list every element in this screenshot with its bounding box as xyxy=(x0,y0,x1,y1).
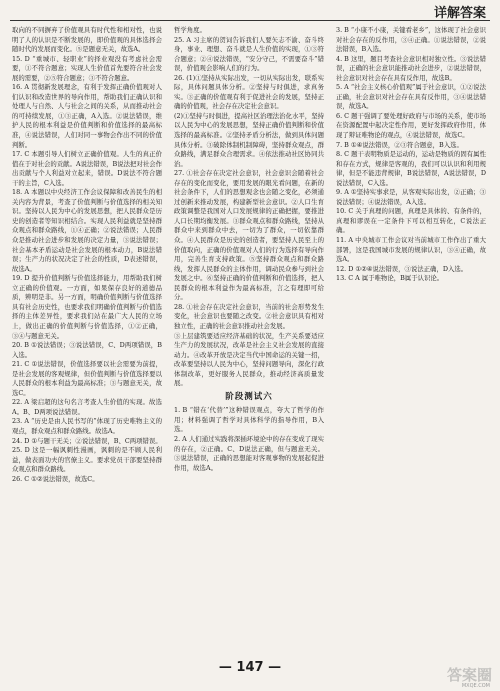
column-right xyxy=(336,26,486,658)
answer-paragraph: 25. A 习主席的贺词告诉我们人要矢志不渝、奋斗终身，事业、理想、奋斗就是人生价值的实现，①③符合题意；②④说法错误，“安分守己，不需要奋斗”错误，价值观会影响人们的行为。 xyxy=(174,35,324,73)
watermark-logo: 答案圈 xyxy=(446,666,492,684)
header-title: 详解答案 xyxy=(433,6,486,21)
answer-paragraph: (2)①坚持与时俱进，提高社区治理法治化水平，坚持以人民为中心的发展思想，坚持正确价值判断和价值选择的最高标准。②坚持矛盾分析法，做到具体问题具体分析。③破除体制机制障碍，坚持群众观点，群众路线，满足群众合理需求。④依法推动社区协同共治。 xyxy=(174,111,324,168)
answer-columns xyxy=(12,26,488,658)
answer-paragraph: 12. D ①②④说法错误，③说法正确，D入选。 xyxy=(336,264,468,273)
answer-paragraph: 26. C ①②说法错误，故选C。 xyxy=(12,474,99,483)
answer-paragraph: 1. B “错在‘代替’”这种错误观点，夸大了哲学的作用；材料强调了哲学对具体科学的指导作用，B入选。 xyxy=(174,406,324,434)
answer-paragraph: 27. ①社会存在决定社会意识，社会意识会随着社会存在的变化而变化，要用发展的眼光看问题，在新的社会条件下，人们的思想观念也会随之变化，必须通过创新来推动发展，构建新型社会意识。②人口生育政策调整是我国对人口发展规律的正确把握，要推进人口长期均衡发展。③群众观点和群众路线，坚持从群众中来到群众中去，一切为了群众，一切依靠群众。④人民群众是历史的创造者，要坚持人民至上的价值取向，正确的价值观对人们的行为选择有导向作用，完善生育支持政策。⑤坚持群众观点和群众路线，发挥人民群众的主体作用，调动民众参与到社会发展之中。⑥坚持正确的价值判断和价值选择，把人民群众的根本利益作为最高标准，言之有理即可给分。 xyxy=(174,169,324,302)
answer-paragraph: ③上层建筑要适应经济基础的状况，生产关系要适应生产力的发展状况，改革是社会主义社会发展的直接动力。④改革开放是决定当代中国命运的关键一招，改革要坚持以人民为中心，坚持问题导向，深化行政体制改革，更好服务人民群众，推动经济高质量发展。 xyxy=(174,331,324,388)
page-header xyxy=(0,0,500,22)
answer-paragraph: 5. A “社会主义核心价值观”属于社会意识，①②说法正确，社会意识对社会存在具有反作用，③④说法错误，故选A。 xyxy=(336,83,486,111)
answer-paragraph: 24. D ①与题干无关；②说法错误，B、C两项错误。 xyxy=(12,436,162,445)
answer-paragraph: 6. C 题干强调了要处理好政府与市场的关系，使市场在资源配置中起决定性作用，更好发挥政府作用，体现了辩证唯物论的观点，④说法错误，故选C。 xyxy=(336,111,486,140)
answer-paragraph: 26. (1)①坚持从实际出发，一切从实际出发，联系实际，具体问题具体分析。②坚持与时俱进，求真务实。③正确的价值观有利于促进社会的发展，坚持正确的价值观，社会存在决定社会意识。 xyxy=(174,73,324,111)
watermark-url: MXQE.COM xyxy=(461,683,490,689)
answer-paragraph: 25. D 这是一幅讽刺性漫画，讽刺的是不顾人民利益，做表面功夫的官僚主义。要求党员干部要坚持群众观点和群众路线。 xyxy=(12,446,162,474)
answer-paragraph: 22. A 梁启超的这句名言考查人生价值的实现。故选A。B、D两项说法错误。 xyxy=(12,398,162,416)
answer-paragraph: 3. B “小康不小康，关键看老乡”，这体现了社会意识对社会存在的反作用，③④正确。①说法错误，②说法错误，B入选。 xyxy=(336,26,486,54)
answer-paragraph: 18. A 本题以中央经济工作会议保障和改善民生的相关内容为背景，考查了价值判断与价值选择的相关知识。坚持以人民为中心的发展思想，把人民群众是历史的创造者等知识相结合。实现人民利益就是坚持群众观点和群众路线，①④正确；②说法错误；人民群众是推动社会进步和发展的决定力量，③说法错误；社会基本矛盾运动是社会发展的根本动力，B说法错误；生产力的状况决定了社会的性质，D表述错误，故选A。 xyxy=(12,188,162,273)
answer-paragraph: 16. A 贯彻新发展理念，有利于发挥正确价值观对人们认识和改造世界的导向作用，帮助我们正确认识和处理人与自然、人与社会之间的关系，从而推动社会的可持续发展，①③正确，A入选。②说法错误，维护人民的根本利益是价值判断和价值选择的最高标准，④说法错误，人们对同一事物会作出不同的价值判断。 xyxy=(12,83,162,149)
answer-paragraph: 7. B ①④说法错误，②③符合题意，B入选。 xyxy=(336,140,463,149)
header-divider xyxy=(10,20,490,21)
answer-paragraph: 10. C 关于真理的问题，真理是具体的、有条件的，真理和谬误在一定条件下可以相互转化，C说法正确。 xyxy=(336,207,486,235)
page-number: — 147 — xyxy=(218,660,282,675)
answer-paragraph: 15. D “重城市、轻职业”的择业观没有考虑社会需要，①不符合题意；实现人生价值首先要符合社会发展的需要，②⑤符合题意；③不符合题意。 xyxy=(12,54,162,82)
answer-paragraph: 28. ①社会存在决定社会意识，当前的社会形势发生变化，社会意识也要随之改变。②社会意识具有相对独立性，正确的社会意识推动社会发展。 xyxy=(174,302,324,330)
answer-paragraph: 13. C A 属于唯物论，B属于认识论。 xyxy=(336,274,444,283)
answer-paragraph: 20. B ①说法错误；③说法错误，C、D两项错误，B入选。 xyxy=(12,341,162,359)
answer-paragraph: 17. C 本题引导人们树立正确价值观。人生的真正价值在于对社会的贡献。A说法错误，B说法把对社会作出贡献与个人利益对立起来，错误。D说法不符合题干的主旨，C入选。 xyxy=(12,150,162,187)
answer-paragraph: 哲学角度。 xyxy=(174,26,206,34)
answer-paragraph: 23. A “历史是由人民书写的”体现了历史唯物主义的观点，群众观点和群众路线。故选A。 xyxy=(12,417,162,435)
column-left xyxy=(12,26,162,658)
answer-paragraph: 21. C ①说法错误，价值选择要以社会需要为前提，是社会发展的客观规律，但价值判断与价值选择要以人民群众的根本利益为最高标准；③与题意无关，故选C。 xyxy=(12,360,162,397)
answer-paragraph: 2. A 人们通过实践将深插环境论中的存在变成了现实的存在，②正确。C、D说法正确，但与题意无关。③说法错误，正确的思想能对客观事物的发展起促进作用，故选A。 xyxy=(174,434,324,472)
answer-paragraph: 19. D 提升价值判断与价值选择能力，用帮助我们树立正确的价值观。一方面，如果保存良好的道德品质，辨明是非。另一方面，明确价值判断与价值选择具有社会历史性，也要求我们明确价值判断与价值选择的主体差异性，要求我们站在最广大人民的立场上，做出正确的价值判断与价值选择，①②正确，③④与题意无关。 xyxy=(12,274,162,340)
column-middle xyxy=(174,26,324,658)
answer-paragraph: 11. A 中央城市工作会议对当前城市工作作出了重大部署，这是我国城市发展的规律认识，③④正确，故选A。 xyxy=(336,236,486,264)
answer-paragraph: 9. A ①坚持实事求是，从客观实际出发，②正确；③说法错误；④说法错误，A入选。 xyxy=(336,188,486,206)
section-heading: 阶段测试六 xyxy=(225,391,273,402)
answer-paragraph: 8. C 题干表明物质是运动的，运动是物质的固有属性和存在方式，规律是客观的，我们可以认识和利用规律，但是不能违背规律，B说法错误，A说法错误，D说法错误，C入选。 xyxy=(336,150,486,187)
answer-paragraph: 4. B 这里，题目考查社会意识相对独立性。③说法错误，正确的社会意识能推动社会进步，②说法错误，社会意识对社会存在具有反作用，故选B。 xyxy=(336,54,486,82)
answer-paragraph: 取向的不同摒弃了价值观具有时代性和相对性，也说明了人的认识是不断发展的，即价值观的具体选择会随时代的发展而变化。⑤是题意无关，故选A。 xyxy=(12,26,162,54)
